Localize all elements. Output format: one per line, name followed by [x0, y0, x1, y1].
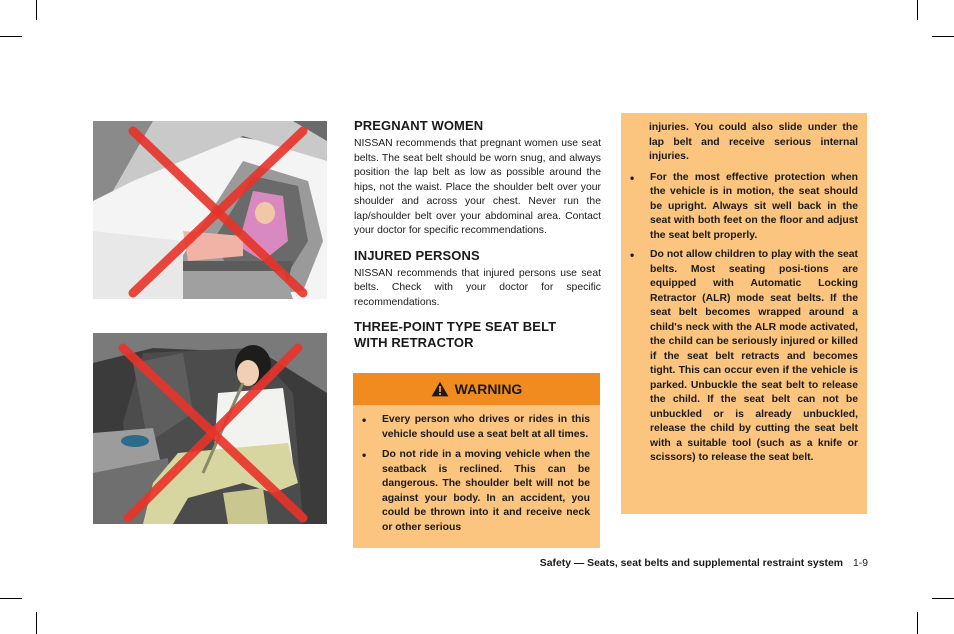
- section-heading-pregnant: PREGNANT WOMEN: [354, 118, 484, 133]
- crop-mark: [917, 612, 918, 634]
- crop-mark: [36, 0, 37, 20]
- section-heading-injured: INJURED PERSONS: [354, 247, 480, 263]
- page-number: 1-9: [852, 558, 868, 569]
- reclined-child-seat-illustration: [93, 121, 327, 299]
- warning-continued-text: injuries. You could also slide under the lap belt and receive serious internal injuries.: [649, 122, 858, 162]
- warning-label: WARNING: [454, 381, 523, 397]
- warning-item: • Do not allow children to play with the seat belts. Most seating posi-tions are equipped with Automatic Locking Retractor (ALR) mode seat belts. If the seat belt becomes wrapped around a child's neck with the ALR mode activated, the child can be seriously injured or killed if the seat belt retracts and becomes tight. This can occur even if the vehicle is parked. Unbuckle the seat belt to release the child. If the seat belt can not be unbuckled or is already unbuckled, release the child by cutting the seat belt with a suitable tool (such as a knife or scissors) to release the seat belt.: [621, 248, 858, 466]
- crop-mark: [36, 612, 37, 634]
- warning-item: • Every person who drives or rides in this vehicle should use a seat belt at all times.: [353, 413, 590, 442]
- section-body-injured: NISSAN recommends that injured persons use seat belts. Check with your doctor for specific recommendations.: [354, 267, 601, 308]
- warning-box-continued: [621, 113, 867, 514]
- reclined-occupant-illustration: [93, 333, 327, 524]
- page-footer: [400, 557, 868, 571]
- crop-mark: [932, 36, 954, 37]
- section-heading-three-point-line1: THREE-POINT TYPE SEAT BELT: [354, 319, 557, 334]
- warning-triangle-icon: [431, 381, 449, 397]
- warning-item: • Do not ride in a moving vehicle when the seatback is reclined. This can be dangerous. The shoulder belt will not be against your body. In an accident, you could be thrown into it and receive neck or other serious: [353, 448, 590, 535]
- section-heading-three-point: [354, 319, 601, 351]
- section-heading-three-point-line2: WITH RETRACTOR: [354, 335, 474, 350]
- warning-list-continued: [621, 165, 867, 466]
- section-body-pregnant: NISSAN recommends that pregnant women use seat belts. The seat belt should be worn snug, and always position the lap belt as low as possible around the hips, not the waist. Place the shoulder belt over your shoulder and across your chest. Never run the lap/shoulder belt over your abdominal area. Contact your doctor for specific recommendations.: [354, 138, 601, 236]
- warning-list: [353, 405, 600, 535]
- main-text-column: [354, 118, 601, 351]
- warning-item: • For the most effective protection when the vehicle is in motion, the seat should be upright. Always sit well back in the seat with both feet on the floor and adjust the seat belt properly.: [621, 171, 858, 244]
- crop-mark: [917, 0, 918, 20]
- warning-box: [353, 373, 600, 548]
- crop-mark: [932, 598, 954, 599]
- crop-mark: [0, 598, 22, 599]
- footer-chapter-title: Safety — Seats, seat belts and supplemental restraint system: [539, 558, 843, 569]
- crop-mark: [0, 36, 22, 37]
- warning-header: [353, 373, 600, 405]
